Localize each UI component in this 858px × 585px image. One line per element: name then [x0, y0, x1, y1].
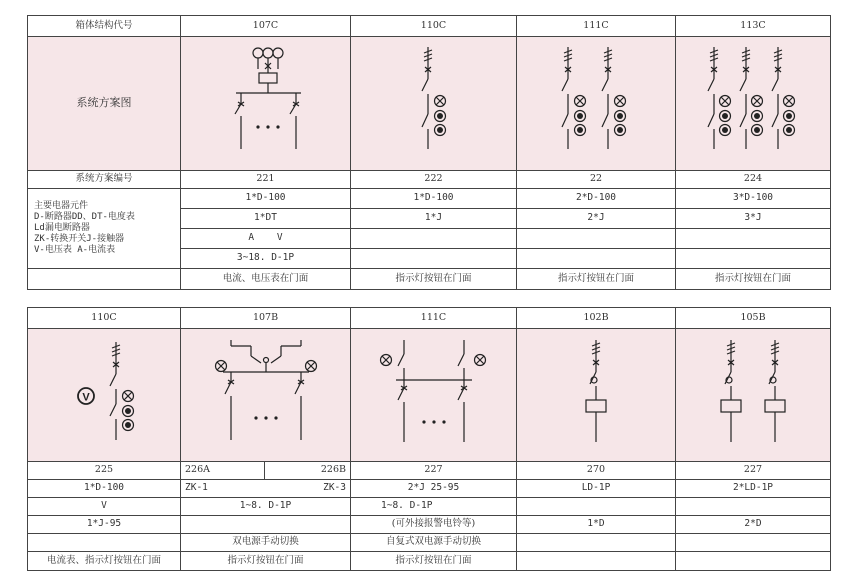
cabinet-code: 107B	[181, 308, 351, 329]
system-diagram-102b	[566, 330, 626, 460]
spec-cell: 1*D-100	[28, 480, 181, 498]
door-note: 指示灯按钮在门面	[351, 552, 517, 571]
upper-spec-table	[27, 15, 831, 290]
spec-cell: 自复式双电源手动切换	[351, 534, 517, 552]
breaker-spec: 1*D-100	[181, 189, 351, 209]
spec-cell: 2*LD-1P	[676, 480, 831, 498]
diagram-cell	[676, 329, 831, 462]
breaker-spec: 3*D-100	[676, 189, 831, 209]
scheme-number-label: 系统方案编号	[28, 171, 181, 189]
system-diagram-111c	[546, 39, 646, 169]
door-note: 指示灯按钮在门面	[181, 552, 351, 571]
system-diagram-107c	[216, 39, 316, 169]
diagram-cell	[351, 37, 517, 171]
cabinet-code: 107C	[181, 16, 351, 37]
cabinet-code: 111C	[351, 308, 517, 329]
door-note: 指示灯按钮在门面	[676, 269, 831, 290]
scheme-number: 226B	[265, 462, 351, 480]
system-diagram-107b	[211, 330, 321, 460]
spec-cell: ZK-3	[265, 480, 351, 498]
system-diagram-110c	[404, 39, 464, 169]
cabinet-code-label: 箱体结构代号	[28, 16, 181, 37]
d1p-spec: 3~18. D-1P	[181, 249, 351, 269]
scheme-number: 222	[351, 171, 517, 189]
scheme-number: 225	[28, 462, 181, 480]
scheme-number: 221	[181, 171, 351, 189]
spec-cell: (可外接报警电铃等)	[351, 516, 517, 534]
system-diagram-110c-voltmeter	[54, 330, 154, 460]
cabinet-code: 113C	[676, 16, 831, 37]
spec-cell: 双电源手动切换	[181, 534, 351, 552]
scheme-number: 227	[676, 462, 831, 480]
door-note: 电流、电压表在门面	[181, 269, 351, 290]
meter-spec: 2*J	[517, 209, 676, 229]
spec-cell: ZK-1	[181, 480, 265, 498]
meter-spec: 1*J	[351, 209, 517, 229]
meter-spec: 1*DT	[181, 209, 351, 229]
spec-cell: 1*D	[517, 516, 676, 534]
diagram-cell	[351, 329, 517, 462]
spec-cell: 2*D	[676, 516, 831, 534]
system-diagram-105b	[703, 330, 803, 460]
diagram-cell	[676, 37, 831, 171]
scheme-number: 270	[517, 462, 676, 480]
breaker-spec: 1*D-100	[351, 189, 517, 209]
spec-cell: 1~8. D-1P	[351, 498, 517, 516]
diagram-cell	[517, 329, 676, 462]
spec-cell: 1*J-95	[28, 516, 181, 534]
cabinet-code: 102B	[517, 308, 676, 329]
diagram-row-label: 系统方案图	[28, 37, 181, 171]
diagram-cell	[181, 37, 351, 171]
cabinet-code: 110C	[351, 16, 517, 37]
diagram-cell	[517, 37, 676, 171]
svg-text:V: V	[82, 391, 90, 404]
cabinet-code: 105B	[676, 308, 831, 329]
system-diagram-111c-dual	[374, 330, 494, 460]
spec-cell: V	[28, 498, 181, 516]
diagram-cell	[28, 329, 181, 462]
cabinet-code: 110C	[28, 308, 181, 329]
meter-spec: 3*J	[676, 209, 831, 229]
spec-cell: 2*J 25-95	[351, 480, 517, 498]
cabinet-code: 111C	[517, 16, 676, 37]
component-legend: 主要电器元件 D-断路器DD、DT-电度表 Ld漏电断路器 ZK-转换开关J-接触器 V-电压表 A-电流表	[28, 189, 181, 269]
scheme-number: 22	[517, 171, 676, 189]
door-note: 电流表、指示灯按钮在门面	[28, 552, 181, 571]
ammeter-voltmeter: A V	[181, 229, 351, 249]
system-diagram-113c	[698, 39, 808, 169]
spec-cell: 1~8. D-1P	[181, 498, 351, 516]
spec-cell: LD-1P	[517, 480, 676, 498]
door-note: 指示灯按钮在门面	[351, 269, 517, 290]
scheme-number: 224	[676, 171, 831, 189]
scheme-number: 226A	[181, 462, 265, 480]
door-note: 指示灯按钮在门面	[517, 269, 676, 290]
diagram-cell	[181, 329, 351, 462]
lower-spec-table	[27, 307, 831, 571]
scheme-number: 227	[351, 462, 517, 480]
breaker-spec: 2*D-100	[517, 189, 676, 209]
